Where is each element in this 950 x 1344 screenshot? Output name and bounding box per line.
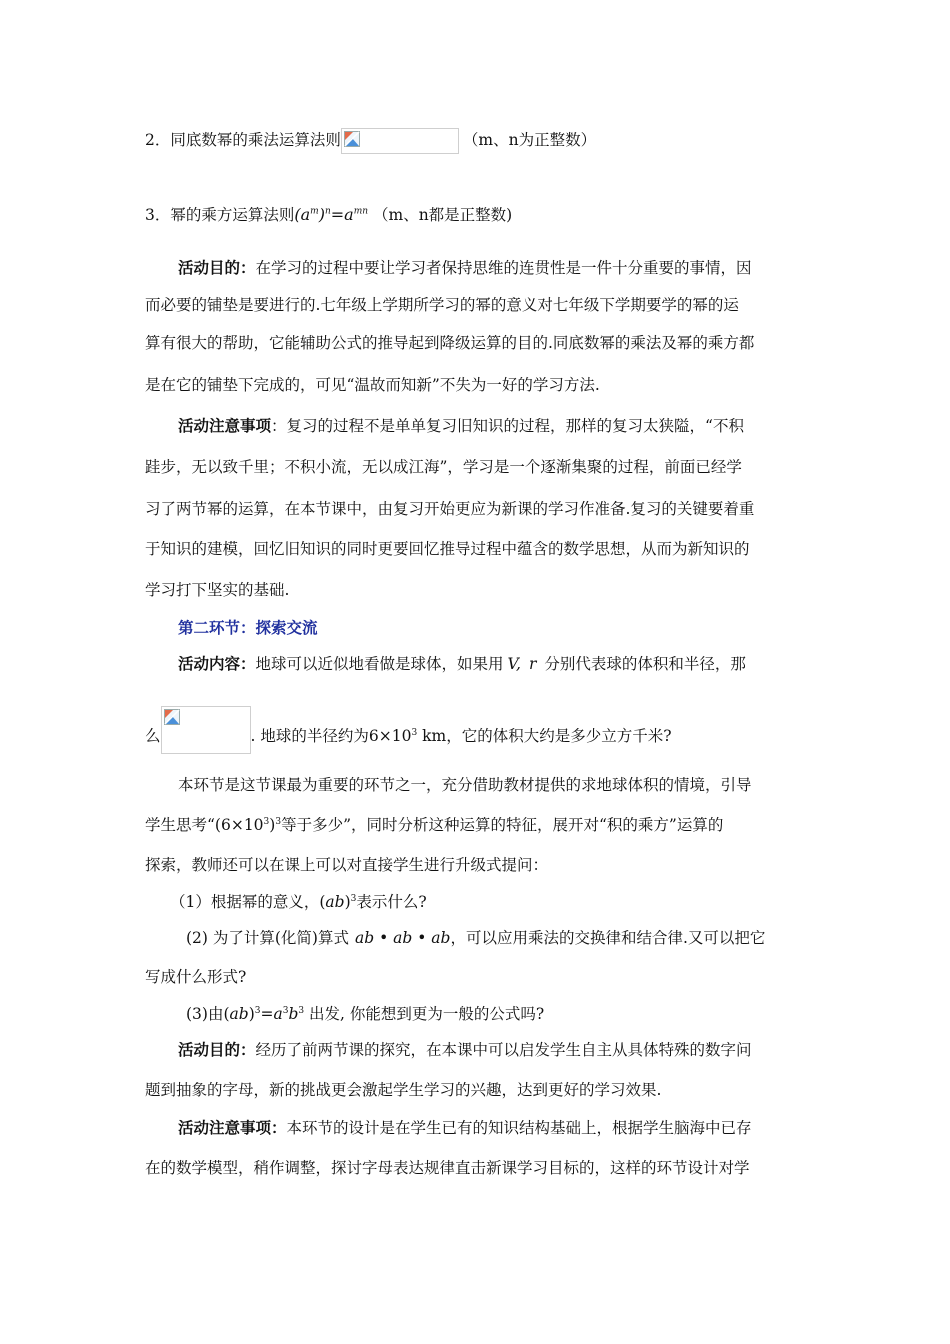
para-purpose-1-line: 活动目的：在学习的过程中要让学习者保持思维的连贯性是一件十分重要的事情，因 (178, 258, 752, 277)
para-purpose-1-line: 算有很大的帮助，它能辅助公式的推导起到降级运算的目的.同底数幂的乘法及幂的乘方都 (145, 334, 755, 352)
para-content-line: 么 . 地球的半径约为$6\times 10^3$ km，它的体积大约是多少立方千米? (145, 720, 815, 754)
broken-image-icon (164, 709, 180, 725)
item-note: （m、n都是正整数) (373, 206, 513, 224)
question-1: （1）根据幂的意义，(ab)$^3$表示什么? (170, 893, 427, 911)
para-label: 活动注意事项 (178, 416, 272, 435)
para-purpose-2-line: 活动目的：经历了前两节课的探究，在本课中可以启发学生自主从具体特殊的数字问 (178, 1040, 752, 1059)
para-notes-1-line: 活动注意事项：复习的过程不是单单复习旧知识的过程，那样的复习太狭隘，“不积 (178, 416, 744, 435)
para-notes-1-line: 习了两节幂的运算，在本节课中，由复习开始更应为新课的学习作准备.复习的关键要着重 (145, 500, 755, 518)
volume-formula-image-placeholder (161, 706, 251, 754)
para-label: 活动注意事项： (178, 1118, 287, 1137)
broken-image-icon (344, 131, 360, 147)
para-explanation-line: 探索，教师还可以在课上可以对直接学生进行升级式提问： (145, 856, 549, 874)
para-label: 活动目的： (178, 258, 256, 277)
para-purpose-1-line: 而必要的铺垫是要进行的.七年级上学期所学习的幂的意义对七年级下学期要学的幂的运 (145, 296, 739, 314)
question-2: (2) 为了计算(化简)算式 ab • ab • ab，可以应用乘法的交换律和结合律.又可以把它 (186, 929, 766, 947)
para-content-line: 活动内容：地球可以近似地看做是球体，如果用 V, r 分别代表球的体积和半径，那 (178, 654, 746, 673)
para-purpose-2-line: 题到抽象的字母，新的挑战更会激起学生学习的兴趣，达到更好的学习效果. (145, 1081, 662, 1099)
para-notes-1-line: 学习打下坚实的基础. (145, 581, 290, 599)
para-label: 活动内容： (178, 654, 256, 673)
para-notes-2-line: 在的数学模型，稍作调整，探讨字母表达规律直击新课学习目标的，这样的环节设计对学 (145, 1159, 750, 1177)
item-text: 幂的乘方运算法则 (170, 206, 295, 224)
item-note: （m、n为正整数） (462, 131, 597, 149)
para-notes-2-line: 活动注意事项：本环节的设计是在学生已有的知识结构基础上，根据学生脑海中已存 (178, 1118, 752, 1137)
para-explanation-line: 本环节是这节课最为重要的环节之一，充分借助教材提供的求地球体积的情境，引导 (178, 776, 752, 794)
para-notes-1-line: 跬步，无以致千里；不积小流，无以成江海”，学习是一个逐渐集聚的过程，前面已经学 (145, 458, 742, 476)
rule-item-2 (145, 128, 815, 154)
section-title: 第二环节：探索交流 (178, 618, 318, 637)
para-notes-1-line: 于知识的建模，回忆旧知识的同时更要回忆推导过程中蕴含的数学思想，从而为新知识的 (145, 540, 750, 558)
para-label: 活动目的： (178, 1040, 256, 1059)
formula-image-placeholder (341, 128, 459, 154)
para-explanation-line: 学生思考“$(6\times 10^3)^3$等于多少”，同时分析这种运算的特征，展开对“积的乘方”运算的 (145, 816, 724, 834)
item-number: 3． (145, 206, 171, 224)
question-3: (3)由$(ab)^3=a^3b^3$ 出发, 你能想到更为一般的公式吗? (186, 1005, 545, 1023)
power-rule-formula: $(a^m)^n=a^{mn}$ (294, 205, 369, 224)
item-number: 2． (145, 131, 171, 149)
item-text: 同底数幂的乘法运算法则 (170, 131, 341, 149)
rule-item-3 (145, 205, 815, 225)
para-purpose-1-line: 是在它的铺垫下完成的，可见“温故而知新”不失为一好的学习方法. (145, 376, 600, 394)
question-2-cont: 写成什么形式? (145, 968, 247, 986)
